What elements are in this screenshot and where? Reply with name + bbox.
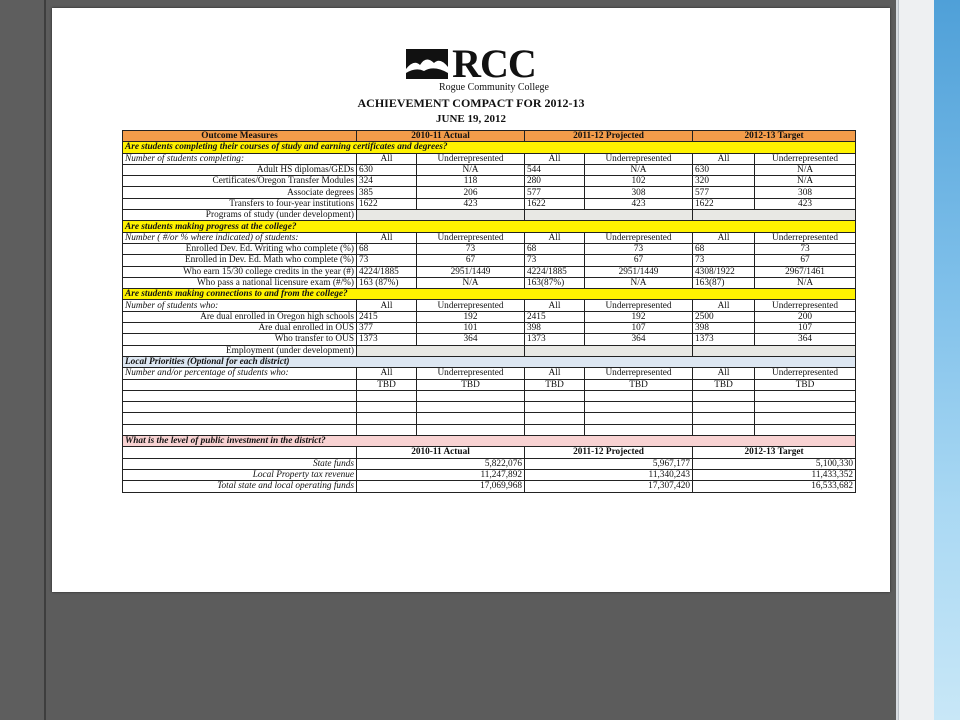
cell: 5,100,330 <box>693 458 856 469</box>
table-row <box>123 187 856 198</box>
table-row <box>123 164 856 175</box>
mountain-logo-icon <box>406 49 448 79</box>
rcc-logo <box>52 41 890 86</box>
table-row <box>123 368 856 379</box>
cell: TBD <box>693 379 755 390</box>
cell <box>417 402 525 413</box>
column-header: 2011-12 Projected <box>525 131 693 142</box>
subheader-under: Underrepresented <box>417 232 525 243</box>
table-row <box>123 277 856 288</box>
row-label: Programs of study (under development) <box>123 210 357 221</box>
cell: 102 <box>585 176 693 187</box>
cell <box>693 210 856 221</box>
cell: TBD <box>525 379 585 390</box>
cell: 630 <box>693 164 755 175</box>
cell: 73 <box>357 255 417 266</box>
cell <box>585 413 693 424</box>
table-row <box>123 402 856 413</box>
subheader-all: All <box>525 368 585 379</box>
row-label: Number of students completing: <box>123 153 357 164</box>
section-question: Are students making connections to and from the college? <box>123 289 856 300</box>
table-row <box>123 210 856 221</box>
section-question: Are students making progress at the college? <box>123 221 856 232</box>
table-row <box>123 255 856 266</box>
cell <box>417 390 525 401</box>
cell <box>123 390 357 401</box>
subheader-all: All <box>525 300 585 311</box>
table-row <box>123 469 856 480</box>
row-label: Number ( #/or % where indicated) of students: <box>123 232 357 243</box>
subheader-all: All <box>693 300 755 311</box>
row-label: State funds <box>123 458 357 469</box>
cell: N/A <box>755 277 856 288</box>
column-header: 2010-11 Actual <box>357 447 525 458</box>
cell <box>525 345 693 356</box>
cell: 423 <box>585 198 693 209</box>
cell: 192 <box>417 311 525 322</box>
subheader-all: All <box>357 232 417 243</box>
cell: 163(87%) <box>525 277 585 288</box>
table-row <box>123 379 856 390</box>
cell: N/A <box>585 164 693 175</box>
cell <box>417 413 525 424</box>
cell <box>693 345 856 356</box>
cell: 11,340,243 <box>525 469 693 480</box>
row-label: Employment (under development) <box>123 345 357 356</box>
row-label: Number and/or percentage of students who: <box>123 368 357 379</box>
cell: 377 <box>357 323 417 334</box>
cell: 2951/1449 <box>585 266 693 277</box>
cell: 2951/1449 <box>417 266 525 277</box>
cell: 423 <box>755 198 856 209</box>
document-header <box>52 41 890 125</box>
subheader-all: All <box>525 232 585 243</box>
cell: 17,307,420 <box>525 481 693 492</box>
cell: 11,433,352 <box>693 469 856 480</box>
cell: 73 <box>525 255 585 266</box>
row-label: Certificates/Oregon Transfer Modules <box>123 176 357 187</box>
cell: 73 <box>417 243 525 254</box>
left-panel <box>0 0 46 720</box>
row-label: Associate degrees <box>123 187 357 198</box>
cell: 577 <box>693 187 755 198</box>
row-label: Transfers to four-year institutions <box>123 198 357 209</box>
cell: 67 <box>755 255 856 266</box>
section-question: Are students completing their courses of study and earning certificates and degrees? <box>123 142 856 153</box>
cell: TBD <box>755 379 856 390</box>
column-header: 2010-11 Actual <box>357 131 525 142</box>
table-row <box>123 458 856 469</box>
table-row <box>123 481 856 492</box>
row-label: Enrolled Dev. Ed. Writing who complete (%) <box>123 243 357 254</box>
subheader-all: All <box>693 232 755 243</box>
subheader-under: Underrepresented <box>417 300 525 311</box>
cell: 4224/1885 <box>357 266 417 277</box>
cell: 308 <box>585 187 693 198</box>
table-row <box>123 345 856 356</box>
cell: 2415 <box>525 311 585 322</box>
cell: 67 <box>585 255 693 266</box>
cell: 17,069,968 <box>357 481 525 492</box>
cell <box>525 402 585 413</box>
cell <box>525 413 585 424</box>
cell: 67 <box>417 255 525 266</box>
cell <box>693 390 755 401</box>
cell: 1622 <box>525 198 585 209</box>
table-row <box>123 243 856 254</box>
cell <box>123 413 357 424</box>
subheader-under: Underrepresented <box>585 300 693 311</box>
section-question: Local Priorities (Optional for each district) <box>123 356 856 367</box>
cell: 398 <box>525 323 585 334</box>
table-row <box>123 390 856 401</box>
achievement-table <box>122 130 856 493</box>
row-label: Number of students who: <box>123 300 357 311</box>
subheader-all: All <box>357 368 417 379</box>
logo-text: RCC <box>452 41 536 86</box>
subheader-under: Underrepresented <box>755 300 856 311</box>
subheader-under: Underrepresented <box>585 153 693 164</box>
table-row <box>123 413 856 424</box>
cell <box>123 424 357 435</box>
subheader-under: Underrepresented <box>755 232 856 243</box>
cell <box>357 390 417 401</box>
row-label <box>123 447 357 458</box>
cell: 2967/1461 <box>755 266 856 277</box>
cell: N/A <box>585 277 693 288</box>
table-row <box>123 198 856 209</box>
table-row <box>123 153 856 164</box>
row-label: Total state and local operating funds <box>123 481 357 492</box>
cell: 68 <box>693 243 755 254</box>
cell: 1622 <box>357 198 417 209</box>
table-row <box>123 232 856 243</box>
row-label: Who earn 15/30 college credits in the year (#) <box>123 266 357 277</box>
table-row <box>123 176 856 187</box>
cell: 630 <box>357 164 417 175</box>
subheader-under: Underrepresented <box>417 368 525 379</box>
subheader-all: All <box>693 153 755 164</box>
cell: 398 <box>693 323 755 334</box>
cell: 308 <box>755 187 856 198</box>
cell <box>357 210 525 221</box>
section-question: What is the level of public investment in the district? <box>123 436 856 447</box>
cell <box>585 424 693 435</box>
cell <box>693 413 755 424</box>
cell: 101 <box>417 323 525 334</box>
table-row <box>123 447 856 458</box>
cell: 118 <box>417 176 525 187</box>
cell: 324 <box>357 176 417 187</box>
cell <box>357 424 417 435</box>
cell: 320 <box>693 176 755 187</box>
column-header: 2012-13 Target <box>693 447 856 458</box>
cell: TBD <box>357 379 417 390</box>
cell: N/A <box>755 164 856 175</box>
cell: 364 <box>585 334 693 345</box>
row-label: Who transfer to OUS <box>123 334 357 345</box>
cell: 73 <box>585 243 693 254</box>
cell: N/A <box>417 277 525 288</box>
column-header: 2012-13 Target <box>693 131 856 142</box>
cell <box>585 402 693 413</box>
cell: 163 (87%) <box>357 277 417 288</box>
cell: 107 <box>585 323 693 334</box>
scrollbar-track[interactable] <box>898 0 935 720</box>
column-header: 2011-12 Projected <box>525 447 693 458</box>
cell <box>417 424 525 435</box>
subheader-all: All <box>357 153 417 164</box>
cell: 73 <box>755 243 856 254</box>
cell: 364 <box>755 334 856 345</box>
cell <box>123 402 357 413</box>
cell <box>755 390 856 401</box>
cell: 1373 <box>693 334 755 345</box>
document-date: JUNE 19, 2012 <box>436 113 506 125</box>
cell <box>755 413 856 424</box>
table-row <box>123 424 856 435</box>
desktop-background <box>934 0 960 720</box>
cell: 385 <box>357 187 417 198</box>
cell: 192 <box>585 311 693 322</box>
cell <box>357 345 525 356</box>
cell <box>357 413 417 424</box>
table-row <box>123 300 856 311</box>
subheader-under: Underrepresented <box>417 153 525 164</box>
row-label: Adult HS diplomas/GEDs <box>123 164 357 175</box>
row-label <box>123 379 357 390</box>
cell <box>525 210 693 221</box>
table-row <box>123 334 856 345</box>
column-header: Outcome Measures <box>123 131 357 142</box>
row-label: Are dual enrolled in OUS <box>123 323 357 334</box>
college-name: Rogue Community College <box>439 82 549 93</box>
document-page <box>52 8 890 592</box>
subheader-under: Underrepresented <box>755 153 856 164</box>
cell: 68 <box>525 243 585 254</box>
cell: 68 <box>357 243 417 254</box>
cell <box>525 424 585 435</box>
cell: 364 <box>417 334 525 345</box>
subheader-all: All <box>693 368 755 379</box>
right-panel <box>896 0 960 720</box>
cell <box>755 402 856 413</box>
cell: 280 <box>525 176 585 187</box>
row-label: Local Property tax revenue <box>123 469 357 480</box>
document-title: ACHIEVEMENT COMPACT FOR 2012-13 <box>357 96 585 110</box>
subheader-under: Underrepresented <box>585 368 693 379</box>
cell: 16,533,682 <box>693 481 856 492</box>
subheader-under: Underrepresented <box>585 232 693 243</box>
subheader-under: Underrepresented <box>755 368 856 379</box>
cell: 544 <box>525 164 585 175</box>
cell: TBD <box>585 379 693 390</box>
cell <box>525 390 585 401</box>
cell: 577 <box>525 187 585 198</box>
cell: 1373 <box>357 334 417 345</box>
cell: 2500 <box>693 311 755 322</box>
row-label: Are dual enrolled in Oregon high schools <box>123 311 357 322</box>
cell: TBD <box>417 379 525 390</box>
cell: 4308/1922 <box>693 266 755 277</box>
cell: 423 <box>417 198 525 209</box>
table-header-row <box>123 131 856 142</box>
table-row <box>123 266 856 277</box>
cell: 107 <box>755 323 856 334</box>
cell: 11,247,892 <box>357 469 525 480</box>
cell <box>357 402 417 413</box>
cell: 1373 <box>525 334 585 345</box>
cell: N/A <box>755 176 856 187</box>
row-label: Who pass a national licensure exam (#/%) <box>123 277 357 288</box>
cell: 5,822,076 <box>357 458 525 469</box>
cell: 4224/1885 <box>525 266 585 277</box>
cell: N/A <box>417 164 525 175</box>
cell: 5,967,177 <box>525 458 693 469</box>
subheader-all: All <box>357 300 417 311</box>
cell: 1622 <box>693 198 755 209</box>
cell: 163(87) <box>693 277 755 288</box>
cell: 200 <box>755 311 856 322</box>
cell <box>755 424 856 435</box>
cell <box>693 402 755 413</box>
row-label: Enrolled in Dev. Ed. Math who complete (%) <box>123 255 357 266</box>
table-row <box>123 311 856 322</box>
cell <box>585 390 693 401</box>
cell: 73 <box>693 255 755 266</box>
cell: 206 <box>417 187 525 198</box>
cell <box>693 424 755 435</box>
cell: 2415 <box>357 311 417 322</box>
table-row <box>123 323 856 334</box>
subheader-all: All <box>525 153 585 164</box>
